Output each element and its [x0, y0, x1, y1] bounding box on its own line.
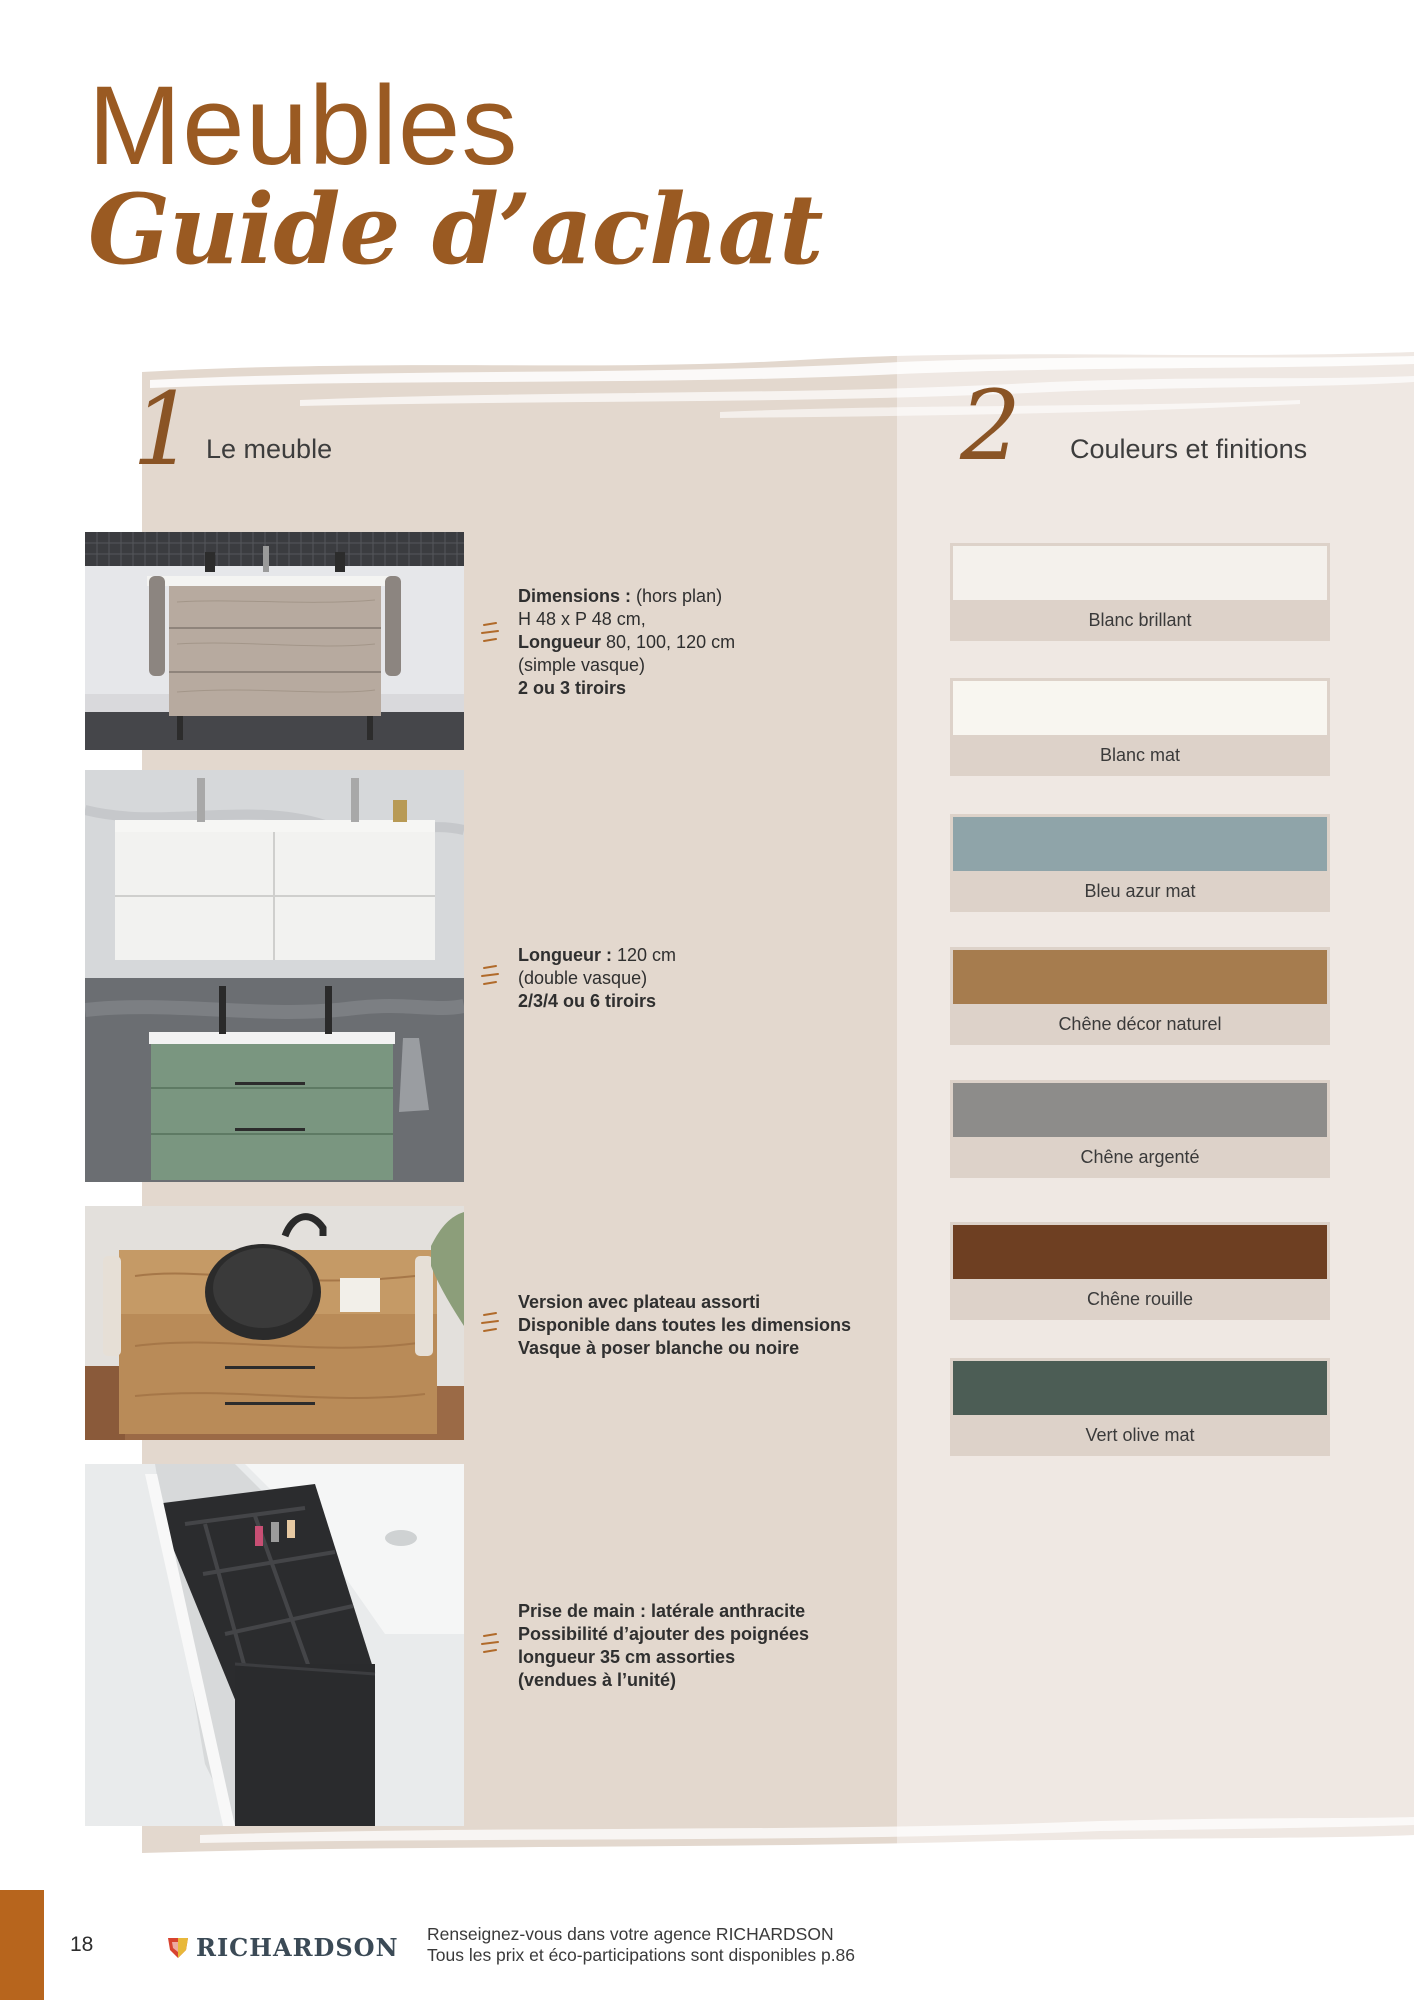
feature-text-run: (hors plan): [636, 586, 723, 606]
feature-text-run: longueur 35 cm assorties: [518, 1647, 736, 1667]
feature-line: [518, 585, 735, 608]
feature-text-run: Disponible dans toutes les dimensions: [518, 1315, 852, 1335]
step-number-1: 1: [132, 371, 196, 488]
hatch-mark-icon: [480, 621, 502, 645]
step-label-2: Couleurs et finitions: [1070, 434, 1308, 464]
footer-notice-line-1: Renseignez-vous dans votre agence RICHARDSON: [427, 1924, 834, 1944]
brush-stroke-top: [0, 330, 1414, 450]
finish-name: Vert olive mat: [1085, 1425, 1195, 1445]
vanity-photo-oak-black-basin: [85, 1206, 464, 1440]
finish-color-chip: [953, 1225, 1327, 1279]
finish-swatch-chene-rouille: [950, 1222, 1330, 1320]
finish-name: Chêne décor naturel: [1058, 1014, 1222, 1034]
finish-color-chip: [953, 950, 1327, 1004]
footer-accent-bar: [0, 1890, 44, 2000]
finish-color-chip: [953, 1083, 1327, 1137]
feature-line: [518, 654, 735, 677]
brand-name: RICHARDSON: [196, 1932, 399, 1962]
feature-text-run: Longueur: [518, 632, 606, 652]
feature-text: [518, 1600, 809, 1692]
finish-swatch-chene-argente: [950, 1080, 1330, 1178]
feature-text-run: Version avec plateau assorti: [518, 1292, 761, 1312]
feature-text: [518, 944, 676, 1013]
feature-line: [518, 1600, 809, 1623]
finish-name: Blanc brillant: [1088, 610, 1192, 630]
hatch-mark-icon: [480, 964, 502, 988]
vanity-photo-white-and-green: [85, 770, 464, 1182]
vanity-photo-grey-oak: [85, 532, 464, 750]
feature-line: [518, 1337, 851, 1360]
step-label-1: Le meuble: [206, 434, 333, 464]
feature-text-run: Dimensions :: [518, 586, 637, 606]
feature-text-run: (double vasque): [518, 968, 648, 988]
hatch-mark-icon: [480, 1632, 502, 1656]
step-number-2: 2: [960, 370, 1022, 482]
feature-line: [518, 1314, 851, 1337]
page-number: 18: [70, 1933, 94, 1956]
feature-text-run: Possibilité d’ajouter des poignées: [518, 1624, 810, 1644]
feature-text-run: H 48 x P 48 cm,: [518, 609, 646, 629]
footer-notice: [427, 1924, 855, 1966]
feature-line: [518, 967, 676, 990]
finish-swatch-bleu-azur-mat: [950, 814, 1330, 912]
feature-line: [518, 990, 676, 1013]
feature-line: [518, 1646, 809, 1669]
finish-color-chip: [953, 1361, 1327, 1415]
feature-text: [518, 1291, 851, 1360]
feature-line: [518, 944, 676, 967]
finish-name: Bleu azur mat: [1084, 881, 1196, 901]
finish-color-chip: [953, 817, 1327, 871]
finish-name: Blanc mat: [1099, 745, 1181, 765]
page-subtitle: Guide d’achat: [88, 173, 823, 286]
feature-text: [518, 585, 735, 700]
feature-text-run: Vasque à poser blanche ou noire: [518, 1338, 800, 1358]
vanity-photo-drawer-organizer: [85, 1464, 464, 1826]
feature-text-run: 80, 100, 120 cm: [606, 632, 736, 652]
feature-text-run: 2 ou 3 tiroirs: [518, 678, 627, 698]
page-title: Meubles: [88, 63, 519, 188]
hatch-mark-icon: [480, 1311, 502, 1335]
feature-text-run: (vendues à l’unité): [518, 1670, 677, 1690]
finish-name: Chêne argenté: [1080, 1147, 1200, 1167]
finish-color-chip: [953, 546, 1327, 600]
feature-text-run: Prise de main : latérale anthracite: [518, 1601, 806, 1621]
feature-line: [518, 1623, 809, 1646]
feature-line: [518, 677, 735, 700]
feature-text-run: 2/3/4 ou 6 tiroirs: [518, 991, 657, 1011]
feature-line: [518, 1669, 809, 1692]
finish-name: Chêne rouille: [1086, 1289, 1194, 1309]
finish-swatch-blanc-brillant: [950, 543, 1330, 641]
brand-logo: [166, 1929, 399, 1965]
feature-text-run: 120 cm: [616, 945, 677, 965]
finish-swatch-blanc-mat: [950, 678, 1330, 776]
feature-line: [518, 608, 735, 631]
footer-notice-line-2: Tous les prix et éco-participations sont disponibles p.86: [427, 1945, 856, 1965]
finish-color-chip: [953, 681, 1327, 735]
feature-text-run: Longueur :: [518, 945, 617, 965]
finish-swatch-chene-decor-naturel: [950, 947, 1330, 1045]
finish-swatch-vert-olive-mat: [950, 1358, 1330, 1456]
feature-text-run: (simple vasque): [518, 655, 646, 675]
feature-line: [518, 631, 735, 654]
brand-logo-icon: [166, 1934, 190, 1960]
feature-line: [518, 1291, 851, 1314]
